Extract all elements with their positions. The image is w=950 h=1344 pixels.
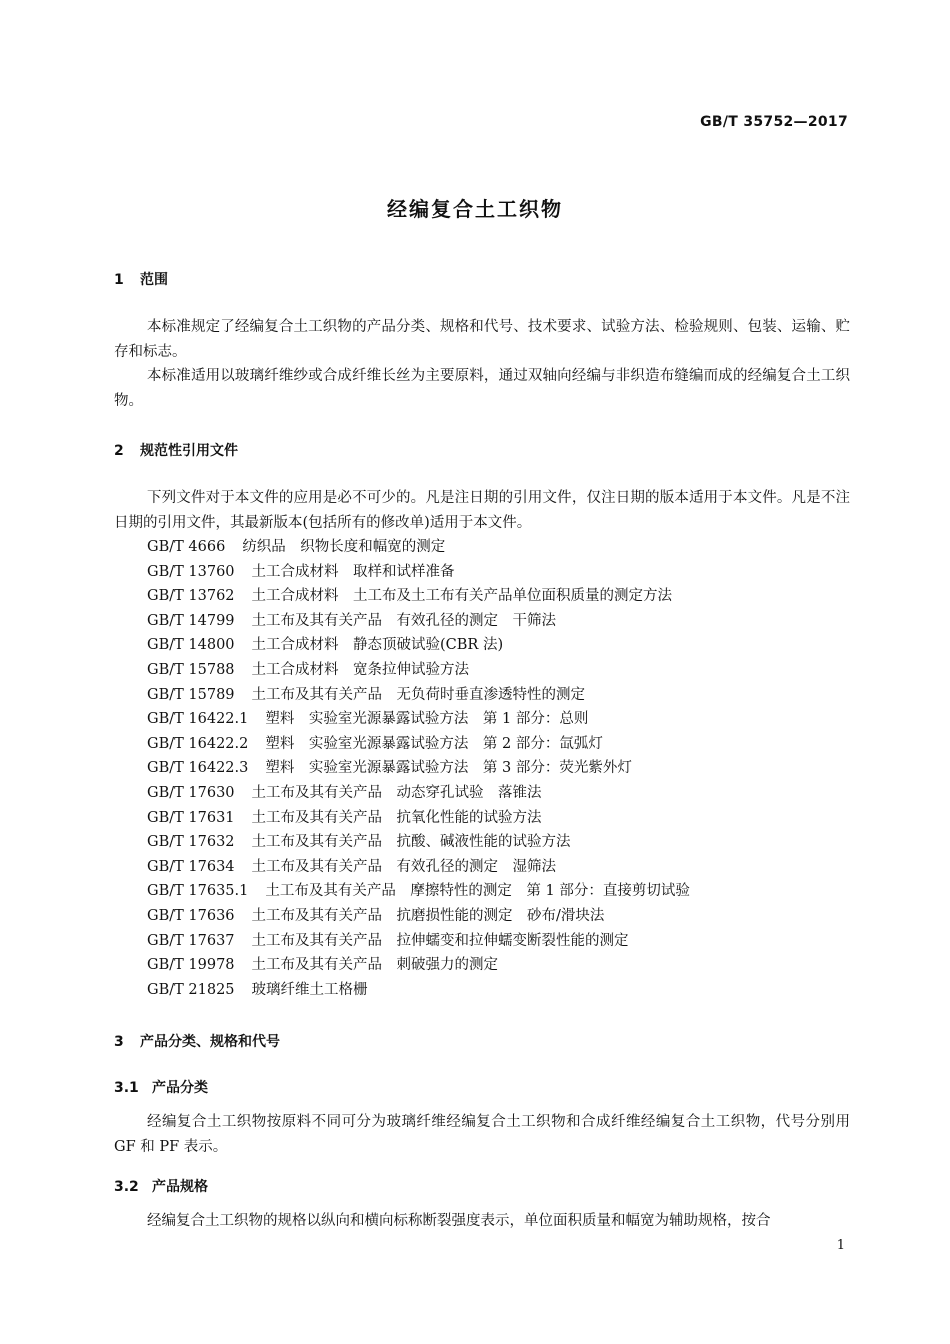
reference-title: 纺织品 织物长度和幅宽的测定 — [242, 539, 446, 555]
reference-title: 土工布及其有关产品 动态穿孔试验 落锥法 — [251, 784, 542, 801]
reference-code: GB/T 13762 — [147, 588, 235, 605]
reference-item — [147, 806, 690, 831]
reference-code: GB/T 14800 — [147, 637, 235, 654]
scope-paragraph-1: 本标准规定了经编复合土工织物的产品分类、规格和代号、技术要求、试验方法、检验规则、包装、运输、贮存和标志。 — [114, 319, 850, 360]
reference-item — [147, 584, 690, 609]
reference-item — [147, 683, 690, 708]
section-1-heading — [114, 269, 168, 289]
reference-code: GB/T 17636 — [147, 907, 235, 924]
reference-code: GB/T 17637 — [147, 932, 235, 949]
document-title: 经编复合土工织物 — [387, 197, 563, 221]
section-title: 范围 — [140, 272, 168, 288]
reference-item — [147, 830, 690, 855]
reference-code: GB/T 16422.3 — [147, 760, 249, 777]
reference-item — [147, 756, 690, 781]
section-title: 产品分类、规格和代号 — [140, 1034, 280, 1050]
reference-code: GB/T 17635.1 — [147, 883, 249, 900]
reference-code: GB/T 19978 — [147, 957, 235, 974]
section-number: 3 — [114, 1034, 124, 1050]
reference-item — [147, 879, 690, 904]
reference-item — [147, 560, 690, 585]
reference-title: 土工布及其有关产品 抗酸、碱液性能的试验方法 — [251, 834, 571, 851]
reference-title: 土工布及其有关产品 有效孔径的测定 干筛法 — [251, 612, 557, 629]
references-intro: 下列文件对于本文件的应用是必不可少的。凡是注日期的引用文件，仅注日期的版本适用于本文件。凡是不注日期的引用文件，其最新版本(包括所有的修改单)适用于本文件。 — [114, 490, 850, 531]
reference-title: 塑料 实验室光源暴露试验方法 第 1 部分：总则 — [265, 711, 589, 728]
reference-title: 土工布及其有关产品 抗氧化性能的试验方法 — [251, 809, 542, 826]
reference-code: GB/T 16422.2 — [147, 735, 249, 752]
section-3-heading — [114, 1031, 280, 1051]
reference-item — [147, 855, 690, 880]
reference-title: 塑料 实验室光源暴露试验方法 第 3 部分：荧光紫外灯 — [265, 760, 632, 777]
section-number: 3.2 — [114, 1179, 139, 1195]
reference-title: 土工布及其有关产品 拉伸蠕变和拉伸蠕变断裂性能的测定 — [251, 932, 629, 949]
reference-title: 土工布及其有关产品 有效孔径的测定 湿筛法 — [251, 858, 557, 875]
reference-list — [147, 535, 690, 1002]
reference-item — [147, 781, 690, 806]
reference-title: 塑料 实验室光源暴露试验方法 第 2 部分：氙弧灯 — [265, 735, 603, 752]
reference-item — [147, 978, 690, 1003]
section-3-2-heading — [114, 1176, 208, 1196]
reference-item — [147, 707, 690, 732]
reference-item — [147, 609, 690, 634]
section-3-1-heading — [114, 1077, 208, 1097]
reference-item — [147, 904, 690, 929]
reference-title: 土工布及其有关产品 无负荷时垂直渗透特性的测定 — [251, 686, 586, 703]
section-title: 产品规格 — [152, 1179, 208, 1195]
section-title: 产品分类 — [152, 1080, 208, 1096]
reference-title: 土工合成材料 取样和试样准备 — [251, 563, 455, 580]
specification-paragraph: 经编复合土工织物的规格以纵向和横向标称断裂强度表示，单位面积质量和幅宽为辅助规格，按合 — [147, 1213, 771, 1229]
reference-code: GB/T 13760 — [147, 563, 235, 580]
section-number: 2 — [114, 443, 124, 459]
reference-title: 土工布及其有关产品 抗磨损性能的测定 砂布/滑块法 — [251, 907, 605, 924]
reference-code: GB/T 16422.1 — [147, 711, 249, 728]
reference-code: GB/T 17630 — [147, 784, 235, 801]
section-title: 规范性引用文件 — [140, 443, 238, 459]
scope-paragraph-2: 本标准适用以玻璃纤维纱或合成纤维长丝为主要原料，通过双轴向经编与非织造布缝编而成的经编复合土工织物。 — [114, 368, 850, 409]
reference-title: 土工合成材料 土工布及土工布有关产品单位面积质量的测定方法 — [251, 588, 673, 605]
reference-title: 玻璃纤维土工格栅 — [251, 981, 368, 998]
section-number: 3.1 — [114, 1080, 139, 1096]
reference-title: 土工合成材料 宽条拉伸试验方法 — [251, 661, 470, 678]
standard-code: GB/T 35752—2017 — [700, 114, 848, 130]
reference-code: GB/T 15788 — [147, 661, 235, 678]
reference-item — [147, 658, 690, 683]
page-number: 1 — [836, 1238, 845, 1253]
reference-code: GB/T 14799 — [147, 612, 235, 629]
reference-item — [147, 929, 690, 954]
reference-code: GB/T 17634 — [147, 858, 235, 875]
section-number: 1 — [114, 272, 124, 288]
reference-code: GB/T 4666 — [147, 539, 226, 555]
reference-title: 土工合成材料 静态顶破试验(CBR 法) — [251, 637, 504, 654]
reference-item — [147, 732, 690, 757]
reference-code: GB/T 21825 — [147, 981, 235, 998]
reference-title: 土工布及其有关产品 摩擦特性的测定 第 1 部分：直接剪切试验 — [265, 883, 690, 900]
section-2-heading — [114, 440, 238, 460]
reference-code: GB/T 17632 — [147, 834, 235, 851]
reference-code: GB/T 15789 — [147, 686, 235, 703]
reference-item — [147, 535, 690, 560]
reference-item — [147, 953, 690, 978]
classification-paragraph: 经编复合土工织物按原料不同可分为玻璃纤维经编复合土工织物和合成纤维经编复合土工织物，代号分别用 GF 和 PF 表示。 — [114, 1114, 850, 1155]
reference-item — [147, 633, 690, 658]
reference-code: GB/T 17631 — [147, 809, 235, 826]
reference-title: 土工布及其有关产品 刺破强力的测定 — [251, 957, 499, 974]
